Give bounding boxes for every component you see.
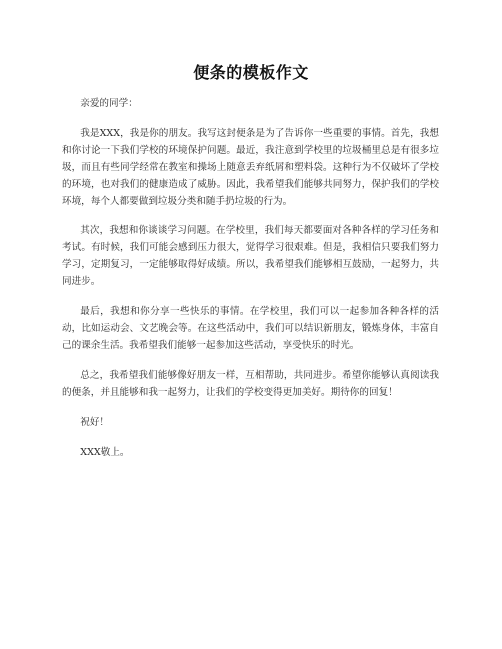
- signature: XXX敬上。: [80, 446, 130, 458]
- paragraph-1: 我是XXX，我是你的朋友。我写这封便条是为了告诉你一些重要的事情。首先，我想和你讨论一下我们学校的环境保护问题。最近，我注意到学校里的垃圾桶里总是有很多垃圾，而且有些同学经常在教室和操场上随意丢弃纸屑和塑料袋。这种行为不仅破坏了学校的环境，也对我们的健康造成了威胁。因此，我希望我们能够共同努力，保护我们的学校环境，每个人都要做到垃圾分类和随手扔垃圾的行为。: [62, 127, 439, 207]
- paragraph-3: 最后，我想和你分享一些快乐的事情。在学校里，我们可以一起参加各种各样的活动，比如运动会、文艺晚会等。在这些活动中，我们可以结识新朋友，锻炼身体，丰富自己的课余生活。我希望我们能够一起参加这些活动，享受快乐的时光。: [62, 306, 439, 351]
- paragraph-4: 总之，我希望我们能够像好朋友一样，互相帮助，共同进步。希望你能够认真阅读我的便条，并且能够和我一起努力，让我们的学校变得更加美好。期待你的回复！: [62, 369, 439, 398]
- paragraph-2: 其次，我想和你谈谈学习问题。在学校里，我们每天都要面对各种各样的学习任务和考试。有时候，我们可能会感到压力很大，觉得学习很艰难。但是，我相信只要我们努力学习，定期复习，一定能够取得好成绩。所以，我希望我们能够相互鼓励，一起努力，共同进步。: [62, 225, 439, 288]
- greeting: 亲爱的同学：: [80, 98, 138, 109]
- closing: 祝好！: [80, 416, 110, 428]
- document-body: [62, 96, 439, 474]
- document-title: 便条的模板作文: [193, 63, 309, 82]
